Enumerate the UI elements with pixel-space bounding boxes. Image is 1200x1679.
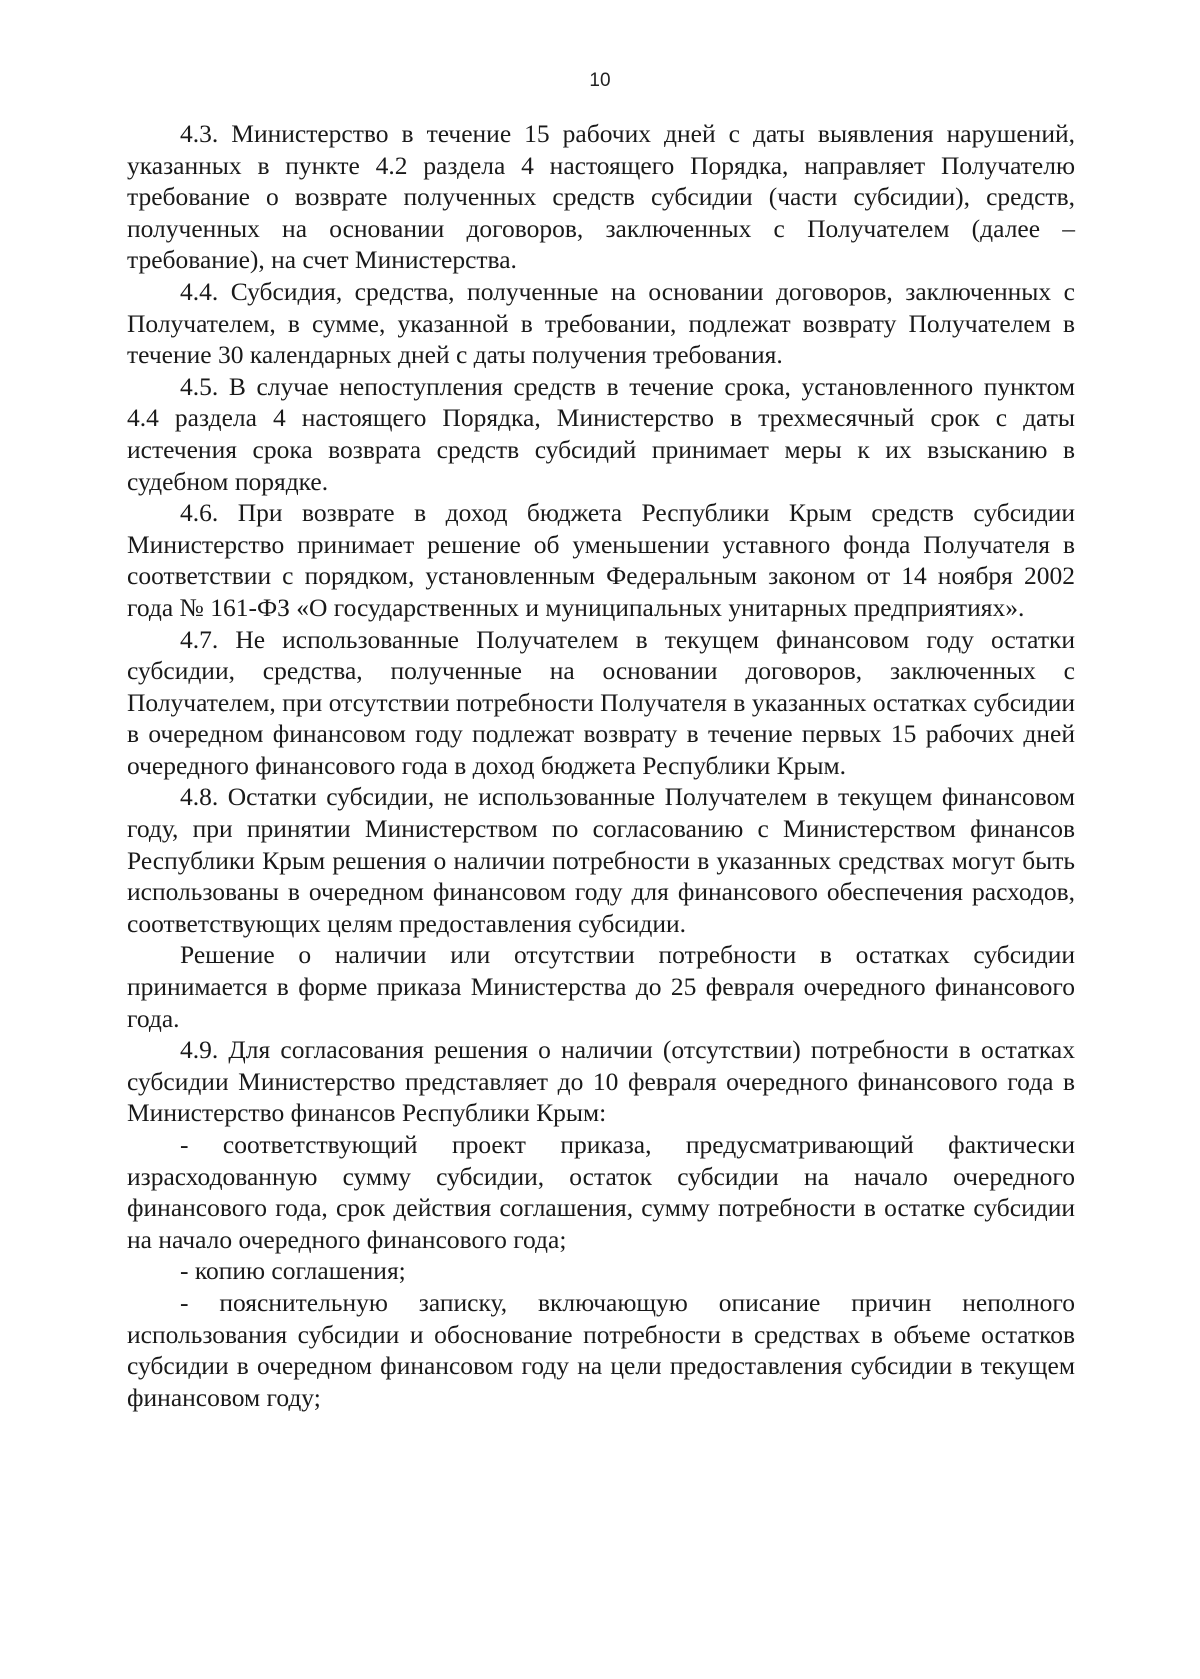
page-number: 10 [589,70,611,91]
paragraph-4-6: 4.6. При возврате в доход бюджета Республики Крым средств субсидии Министерство принимает решение об уменьшении уставного фонда Получателя в соответствии с порядком, установленным Федеральным законом от 14 ноября 2002 года № 161-ФЗ «О государственных и муниципальных унитарных предприятиях». [127,498,1075,622]
paragraph-decision: Решение о наличии или отсутствии потребности в остатках субсидии принимается в форме приказа Министерства до 25 февраля очередного финансового года. [127,940,1075,1033]
paragraph-4-4: 4.4. Субсидия, средства, полученные на основании договоров, заключенных с Получателем, в сумме, указанной в требовании, подлежат возврату Получателем в течение 30 календарных дней с даты получения требования. [127,276,1075,370]
paragraph-4-3: 4.3. Министерство в течение 15 рабочих дней с даты выявления нарушений, указанных в пункте 4.2 раздела 4 настоящего Порядка, направляет Получателю требование о возврате полученных средств субсидии (части субсидии), средств, полученных на основании договоров, заключенных с Получателем (далее – требование), на счет Министерства. [127,119,1075,275]
list-item-draft-order: - соответствующий проект приказа, предусматривающий фактически израсходованную сумму субсидии, остаток субсидии на начало очередного финансового года, срок действия соглашения, сумму потребности в остатке субсидии на начало очередного финансового года; [127,1130,1075,1254]
paragraph-4-5: 4.5. В случае непоступления средств в течение срока, установленного пунктом 4.4 раздела 4 настоящего Порядка, Министерство в трехмесячный срок с даты истечения срока возврата средств субсидий принимает меры к их взысканию в судебном порядке. [127,371,1075,496]
document-body [127,118,1075,1413]
list-item-explanatory-note: - пояснительную записку, включающую описание причин неполного использования субсидии и обоснование потребности в средствах в объеме остатков субсидии в очередном финансовом году на цели предоставления субсидии в текущем финансовом году; [127,1287,1075,1412]
paragraph-4-7: 4.7. Не использованные Получателем в текущем финансовом году остатки субсидии, средства, полученные на основании договоров, заключенных с Получателем, при отсутствии потребности Получателя в указанных остатках субсидии в очередном финансовом году подлежат возврату в течение первых 15 рабочих дней очередного финансового года в доход бюджета Республики Крым. [127,624,1075,780]
paragraph-4-9: 4.9. Для согласования решения о наличии (отсутствии) потребности в остатках субсидии Министерство представляет до 10 февраля очередного финансового года в Министерство финансов Республики Крым: [127,1035,1075,1128]
paragraph-4-8: 4.8. Остатки субсидии, не использованные Получателем в текущем финансовом году, при принятии Министерством по согласованию с Министерством финансов Республики Крым решения о наличии потребности в указанных средствах могут быть использованы в очередном финансовом году для финансового обеспечения расходов, соответствующих целям предоставления субсидии. [127,782,1075,938]
list-item-agreement-copy: - копию соглашения; [180,1256,406,1286]
